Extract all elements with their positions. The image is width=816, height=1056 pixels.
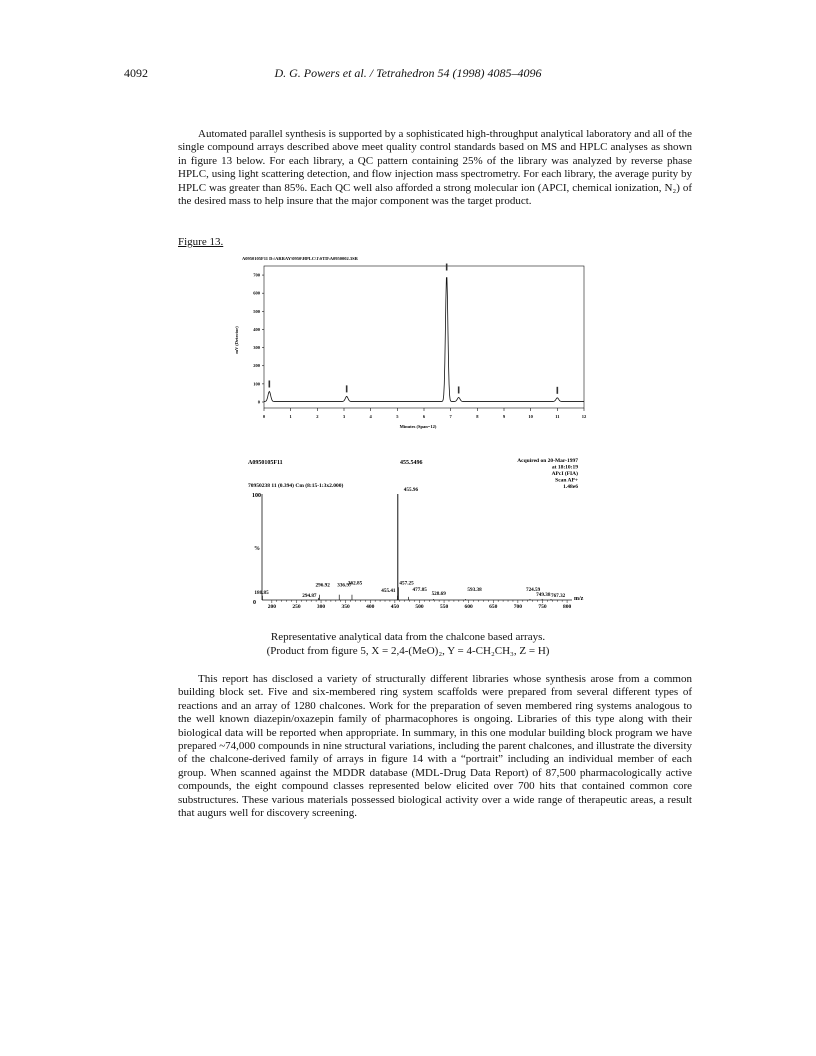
hplc-x-tick-label: 5 [396, 414, 399, 419]
hplc-peak-marker [557, 387, 559, 394]
hplc-x-axis-label: Minutes (Span=12) [399, 424, 437, 429]
ms-peak-label: 180.85 [254, 589, 269, 596]
ms-x-tick-label: 500 [415, 604, 424, 610]
hplc-title: A0950105F11 D:\ARRAY\0950\HPLC\1\STD\A0950002.3SR [242, 256, 358, 261]
hplc-y-tick-label: 0 [257, 399, 260, 405]
hplc-y-tick-label: 200 [253, 363, 260, 369]
ms-acquisition-line: 1.48e6 [563, 484, 578, 490]
hplc-y-tick-label: 500 [253, 308, 260, 314]
ms-x-tick-label: 750 [538, 604, 547, 610]
ms-x-tick-label: 400 [366, 604, 375, 610]
ms-y-mid-label: % [254, 546, 260, 552]
hplc-x-tick-label: 9 [502, 414, 506, 419]
ms-peak-label: 593.38 [467, 586, 482, 593]
ms-x-tick-label: 350 [341, 604, 350, 610]
hplc-trace [264, 278, 584, 402]
ms-peak-label: 296.92 [315, 582, 330, 589]
mass-spectrum [226, 452, 596, 624]
ms-x-tick-label: 550 [439, 604, 449, 610]
ms-x-tick-label: 200 [267, 604, 276, 610]
ms-x-tick-label: 300 [316, 604, 326, 610]
hplc-x-tick-label: 12 [581, 414, 587, 419]
hplc-y-axis-label: mV (Detector) [234, 326, 239, 354]
ms-acquisition-line: APcI (FIA) [551, 471, 578, 477]
figure-caption [0, 631, 816, 658]
ms-x-tick-label: 600 [464, 604, 473, 610]
ms-x-ticks [268, 604, 572, 610]
hplc-x-tick-label: 0 [262, 414, 266, 419]
ms-peak-label: 477.85 [412, 586, 427, 593]
hplc-y-tick-label: 700 [253, 272, 260, 278]
ms-peak-label: 724.59 [525, 586, 541, 593]
ms-scan-info: 70950238 11 (0.394) Cm (8:15-1:3x2.000) [248, 483, 344, 489]
hplc-x-tick-label: 7 [449, 414, 452, 419]
caption-line-2: (Product from figure 5, X = 2,4-(MeO)₂, Y = 4-CH₂CH₃, Z = H) [266, 644, 550, 657]
ms-peak-label: 336.97 [337, 582, 352, 589]
hplc-peak-marker [458, 386, 460, 393]
hplc-y-tick-label: 100 [253, 381, 260, 387]
ms-x-axis-label: m/z [574, 596, 584, 602]
ms-peak-label: 362.85 [347, 580, 363, 587]
ms-peak-label: 455.96 [403, 487, 419, 493]
ms-x-tick-label: 250 [292, 604, 301, 610]
hplc-axes [264, 266, 584, 408]
hplc-peak-labels [269, 264, 559, 394]
hplc-x-tick-label: 3 [342, 414, 346, 419]
hplc-frame [264, 266, 584, 408]
ms-acquisition-line: at 18:10:19 [551, 464, 578, 471]
ms-acquisition-line: Scan AP+ [555, 477, 578, 484]
hplc-x-tick-label: 11 [555, 414, 560, 419]
ms-acquisition-info [517, 458, 578, 490]
ms-y-top-label: 100 [252, 493, 261, 499]
hplc-y-ticks [253, 273, 264, 405]
body-paragraph-1: Automated parallel synthesis is supported by a sophisticated high-throughput analytical laboratory and all of the single compound arrays described above meet quality control standards based on MS and HPLC analyses as shown in figure 13 below. For each library, a QC pattern containing 25% of the library was analyzed by reverse phase HPLC, using light scattering detection, and flow injection mass spectrometry. For each library, the average purity by HPLC was greater than 85%. Each QC well also afforded a strong molecular ion (APCI, chemical ionization, N₂) of the desired mass to help insure that the major component was the target product. [178, 128, 692, 208]
ms-target-mass: 455.5496 [400, 460, 423, 466]
hplc-x-ticks [263, 408, 587, 419]
caption-line-1: Representative analytical data from the chalcone based arrays. [270, 631, 546, 643]
hplc-y-tick-label: 600 [253, 290, 260, 296]
hplc-y-tick-label: 300 [253, 345, 260, 351]
ms-x-tick-label: 650 [489, 604, 498, 610]
hplc-peak-marker [446, 264, 448, 271]
hplc-y-tick-label: 400 [253, 326, 260, 332]
ms-peak-label: 528.69 [431, 590, 446, 597]
ms-x-tick-label: 450 [390, 604, 399, 610]
hplc-x-tick-label: 8 [476, 414, 479, 419]
figure-label: Figure 13. [178, 236, 224, 248]
ms-peak-label: 457.25 [399, 580, 414, 587]
hplc-x-tick-label: 2 [316, 414, 319, 419]
body-paragraph-2: This report has disclosed a variety of structurally different libraries whose synthesis arose from a common building block set. Five and six-membered ring system scaffolds were prepared from several different types of reactions and an array of 1280 chalcones. Work for the preparation of seven membered ring systems analogous to the well known diazepin/oxazepin family of pharmacophores is ongoing. Libraries of this type along with their biological data will be reported when appropriate. In summary, in this one modular building block program we have prepared ~74,000 compounds in nine structural variations, including the parent chalcones, and illustrate the diversity of the chalcone-derived family of arrays in figure 14 with a “portrait” including an individual member of each group. When scanned against the MDDR database (MDL-Drug Data Report) of 87,500 pharmacologically active compounds, the eight compound classes represented below elicited over 700 hits that contained common core substructures. These various materials possessed biological activity over a wide range of therapeutic areas, a result that augurs well for discovery screening. [178, 673, 692, 820]
ms-acquisition-line: Acquired on 20-Mar-1997 [517, 458, 578, 464]
ms-peak-label: 767.32 [550, 592, 566, 599]
hplc-peak-marker [346, 385, 348, 392]
ms-peak-label: 749.38 [536, 591, 551, 598]
ms-x-tick-label: 800 [562, 604, 572, 610]
ms-peak-label: 455.41 [381, 587, 396, 594]
ms-peak-label: 294.87 [302, 592, 317, 599]
page-number: 4092 [124, 66, 148, 80]
hplc-x-tick-label: 6 [422, 414, 426, 419]
hplc-x-tick-label: 4 [369, 414, 372, 419]
ms-x-tick-label: 700 [513, 604, 522, 610]
ms-y-bottom-label: 0 [253, 600, 256, 606]
hplc-peak-marker [269, 380, 271, 387]
hplc-chromatogram [228, 252, 588, 432]
ms-sample-id: A0950105F11 [248, 460, 283, 466]
hplc-x-tick-label: 10 [528, 414, 533, 419]
hplc-x-tick-label: 1 [289, 414, 292, 419]
ms-peaks [254, 487, 565, 600]
running-head: D. G. Powers et al. / Tetrahedron 54 (1998) 4085–4096 [274, 66, 542, 80]
